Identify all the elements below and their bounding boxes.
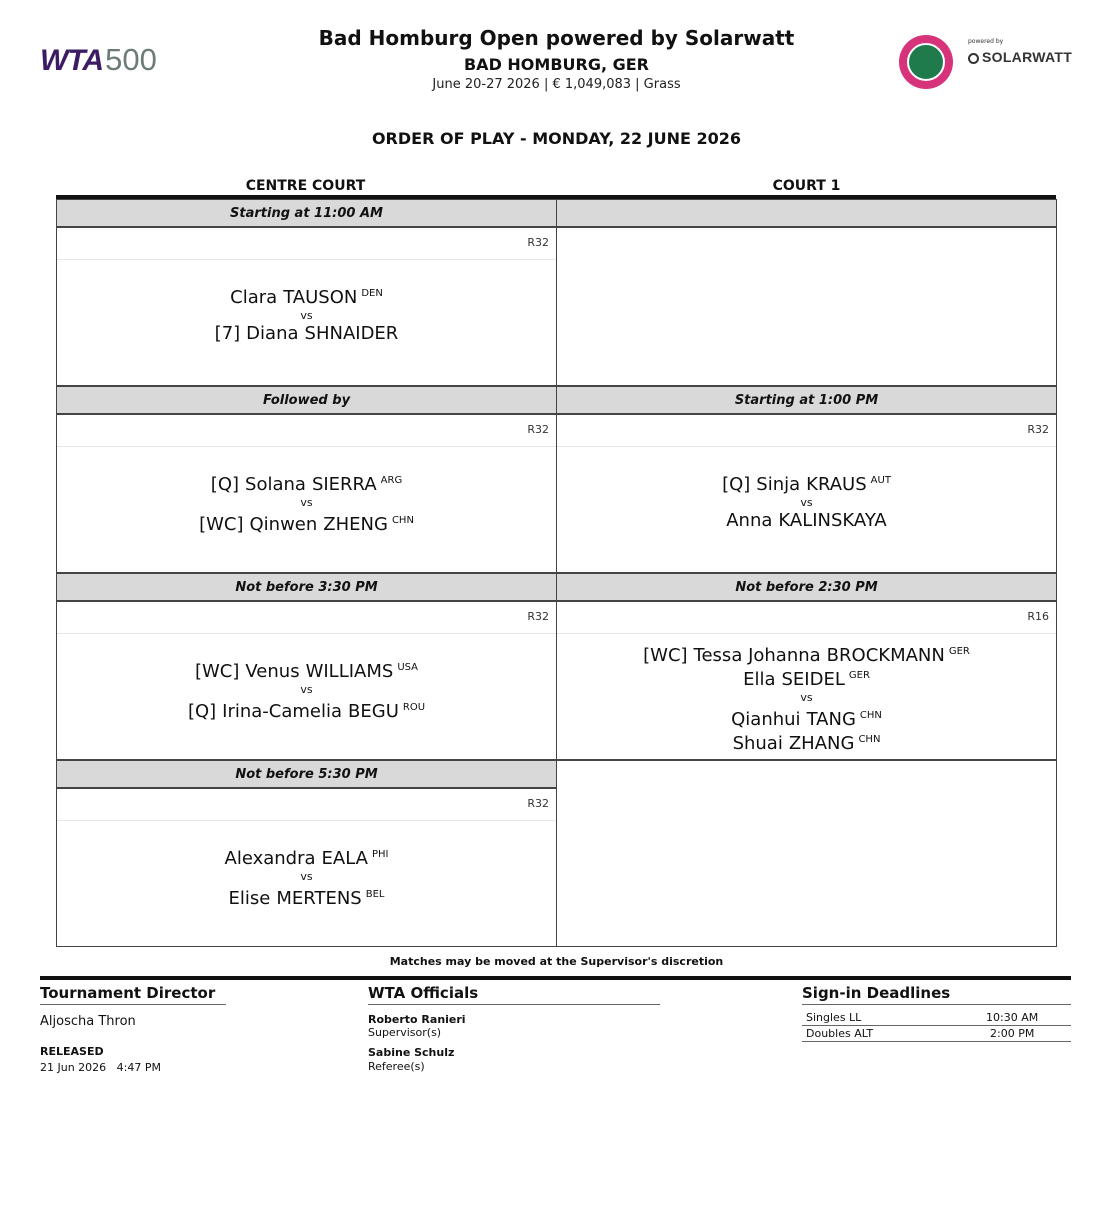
player-first-name: Shuai bbox=[732, 733, 783, 754]
sign-in-time: 10:30 AM bbox=[986, 1011, 1039, 1024]
match-block bbox=[57, 845, 556, 909]
player-seed: [WC] bbox=[199, 514, 244, 535]
released-label: RELEASED bbox=[40, 1045, 104, 1058]
match-cell bbox=[56, 601, 557, 760]
player-name bbox=[557, 511, 1056, 531]
player-seed: [Q] bbox=[722, 474, 751, 495]
player-first-name: Elise bbox=[228, 888, 271, 909]
tennis-racket-icon bbox=[907, 43, 945, 81]
player-first-name: Tessa Johanna bbox=[693, 645, 821, 666]
tournament-director-heading: Tournament Director bbox=[40, 984, 226, 1005]
slot-time-header: Not before 3:30 PM bbox=[56, 573, 557, 602]
player-name bbox=[557, 666, 1056, 690]
player-first-name: Alexandra bbox=[224, 848, 316, 869]
empty-slot-cell bbox=[556, 760, 1057, 947]
player-country: AUT bbox=[870, 475, 891, 486]
cell-divider bbox=[557, 633, 1056, 634]
player-country: DEN bbox=[361, 288, 383, 299]
round-label: R32 bbox=[527, 423, 549, 436]
match-block bbox=[557, 471, 1056, 531]
player-country: PHI bbox=[371, 849, 389, 860]
official-name: Sabine Schulz bbox=[368, 1046, 455, 1059]
round-label: R32 bbox=[527, 236, 549, 249]
player-name bbox=[57, 324, 556, 344]
versus-label: vs bbox=[800, 496, 813, 509]
slot-time-header: Starting at 1:00 PM bbox=[556, 386, 1057, 415]
official-role: Referee(s) bbox=[368, 1060, 425, 1073]
solarwatt-ring-icon bbox=[968, 53, 979, 64]
slot-time-header: Not before 2:30 PM bbox=[556, 573, 1057, 602]
tournament-director-name: Aljoscha Thron bbox=[40, 1014, 136, 1029]
player-first-name: Anna bbox=[726, 510, 773, 531]
official-role: Supervisor(s) bbox=[368, 1026, 442, 1039]
player-last-name: SEIDEL bbox=[781, 669, 845, 690]
supervisor-disclaimer: Matches may be moved at the Supervisor's discretion bbox=[389, 955, 724, 968]
player-last-name: ZHENG bbox=[323, 514, 388, 535]
sign-in-row bbox=[802, 1010, 1071, 1026]
player-last-name: TANG bbox=[806, 709, 856, 730]
player-name bbox=[57, 511, 556, 535]
round-label: R16 bbox=[1027, 610, 1049, 623]
player-first-name: Irina-Camelia bbox=[222, 701, 343, 722]
player-country: CHN bbox=[859, 710, 882, 721]
player-country: USA bbox=[397, 662, 419, 673]
player-name bbox=[57, 698, 556, 722]
match-cell bbox=[556, 601, 1057, 760]
tournament-location: BAD HOMBURG, GER bbox=[463, 55, 649, 74]
player-country: CHN bbox=[858, 734, 881, 745]
cell-divider bbox=[57, 446, 556, 447]
player-seed: [WC] bbox=[643, 645, 688, 666]
player-first-name: Solana bbox=[245, 474, 306, 495]
footer-rule bbox=[40, 976, 1071, 980]
tournament-title: Bad Homburg Open powered by Solarwatt bbox=[318, 26, 795, 50]
court-title-centre: CENTRE COURT bbox=[245, 178, 366, 194]
sign-in-label: Doubles ALT bbox=[806, 1027, 874, 1040]
court-title-court-1: COURT 1 bbox=[772, 178, 841, 194]
player-last-name: KRAUS bbox=[806, 474, 867, 495]
tournament-details: June 20-27 2026 | € 1,049,083 | Grass bbox=[432, 77, 681, 92]
match-cell bbox=[556, 414, 1057, 573]
player-last-name: EALA bbox=[321, 848, 368, 869]
player-country: GER bbox=[848, 670, 870, 681]
player-last-name: ZHANG bbox=[788, 733, 855, 754]
player-name bbox=[57, 284, 556, 308]
versus-label: vs bbox=[300, 309, 313, 322]
match-cell bbox=[56, 227, 557, 386]
bad-homburg-open-logo bbox=[899, 35, 953, 89]
empty-slot-cell bbox=[556, 227, 1057, 386]
player-name bbox=[557, 706, 1056, 730]
player-country: ROU bbox=[402, 702, 426, 713]
round-label: R32 bbox=[1027, 423, 1049, 436]
player-name bbox=[57, 845, 556, 869]
player-last-name: SHNAIDER bbox=[304, 323, 399, 344]
slot-time-header bbox=[556, 199, 1057, 228]
player-seed: [7] bbox=[214, 323, 241, 344]
released-value: 21 Jun 2026 4:47 PM bbox=[40, 1061, 161, 1074]
match-block bbox=[57, 471, 556, 535]
player-name bbox=[57, 471, 556, 495]
match-block bbox=[557, 642, 1056, 754]
official-name: Roberto Ranieri bbox=[368, 1013, 466, 1026]
round-label: R32 bbox=[527, 797, 549, 810]
cell-divider bbox=[57, 259, 556, 260]
sign-in-label: Singles LL bbox=[806, 1011, 862, 1024]
round-label: R32 bbox=[527, 610, 549, 623]
player-last-name: KALINSKAYA bbox=[778, 510, 887, 531]
player-name bbox=[557, 642, 1056, 666]
solarwatt-logo bbox=[968, 49, 1072, 65]
slot-time-header: Not before 5:30 PM bbox=[56, 760, 557, 789]
player-first-name: Ella bbox=[743, 669, 776, 690]
player-first-name: Diana bbox=[246, 323, 299, 344]
cell-divider bbox=[57, 633, 556, 634]
player-first-name: Venus bbox=[245, 661, 300, 682]
sponsor-powered-by: powered by bbox=[968, 38, 1004, 45]
order-of-play-heading: ORDER OF PLAY - MONDAY, 22 JUNE 2026 bbox=[371, 129, 742, 148]
match-block bbox=[57, 284, 556, 344]
slot-time-header: Starting at 11:00 AM bbox=[56, 199, 557, 228]
player-last-name: BROCKMANN bbox=[826, 645, 945, 666]
player-last-name: TAUSON bbox=[283, 287, 358, 308]
sign-in-row bbox=[802, 1026, 1071, 1042]
player-first-name: Qianhui bbox=[731, 709, 801, 730]
player-last-name: WILLIAMS bbox=[305, 661, 394, 682]
player-name bbox=[57, 658, 556, 682]
player-country: BEL bbox=[365, 889, 385, 900]
versus-label: vs bbox=[800, 691, 813, 704]
player-name bbox=[57, 885, 556, 909]
logo-500-text: 500 bbox=[105, 42, 157, 77]
player-country: CHN bbox=[391, 515, 414, 526]
cell-divider bbox=[557, 446, 1056, 447]
player-country: GER bbox=[948, 646, 970, 657]
player-last-name: BEGU bbox=[348, 701, 399, 722]
player-country: ARG bbox=[380, 475, 403, 486]
player-seed: [WC] bbox=[194, 661, 240, 682]
player-first-name: Qinwen bbox=[249, 514, 318, 535]
player-last-name: MERTENS bbox=[276, 888, 362, 909]
match-cell bbox=[56, 788, 557, 947]
player-name bbox=[557, 471, 1056, 495]
logo-wta-text: WTA bbox=[40, 44, 104, 77]
wta-officials-heading: WTA Officials bbox=[368, 984, 660, 1005]
versus-label: vs bbox=[300, 496, 313, 509]
cell-divider bbox=[57, 820, 556, 821]
versus-label: vs bbox=[300, 870, 313, 883]
player-seed: [Q] bbox=[187, 701, 217, 722]
player-first-name: Clara bbox=[230, 287, 278, 308]
player-name bbox=[557, 730, 1056, 754]
versus-label: vs bbox=[300, 683, 313, 696]
sign-in-deadlines-heading: Sign-in Deadlines bbox=[802, 984, 1071, 1005]
sponsor-name: SOLARWATT bbox=[982, 49, 1073, 65]
match-block bbox=[57, 658, 556, 722]
player-first-name: Sinja bbox=[756, 474, 801, 495]
slot-time-header: Followed by bbox=[56, 386, 557, 415]
match-cell bbox=[56, 414, 557, 573]
player-seed: [Q] bbox=[210, 474, 240, 495]
player-last-name: SIERRA bbox=[311, 474, 377, 495]
sign-in-time: 2:00 PM bbox=[990, 1027, 1035, 1040]
